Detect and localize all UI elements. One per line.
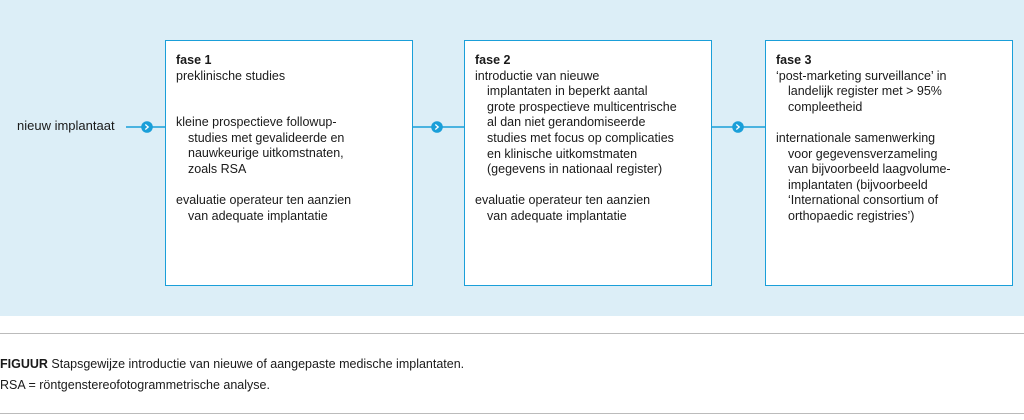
- caption-bottom-rule: [0, 413, 1024, 414]
- phase-line: compleetheid: [788, 99, 863, 114]
- phase-line: van adequate implantatie: [487, 208, 627, 223]
- phase-line: introductie van nieuwe: [475, 68, 600, 83]
- phase-block: [776, 69, 1002, 116]
- phase-line: al dan niet gerandomiseerde: [487, 115, 646, 130]
- phase-line: grote prospectieve multicentrische: [487, 99, 677, 114]
- phase-title: fase 3: [776, 53, 812, 67]
- phase-line: implantaten in beperkt aantal: [487, 84, 648, 99]
- phase-line: evaluatie operateur ten aanzien: [176, 193, 352, 208]
- phase-line: (gegevens in nationaal register): [487, 162, 663, 177]
- caption-text: Stapsgewijze introductie van nieuwe of aangepaste medische implantaten.: [47, 357, 465, 371]
- entry-label: nieuw implantaat: [17, 118, 115, 133]
- phase-block: [475, 69, 701, 178]
- phase-line: studies met gevalideerde en: [188, 130, 345, 145]
- phase-block: [176, 115, 402, 177]
- phase-line: van bijvoorbeeld laagvolume-: [788, 162, 951, 177]
- phase-line: evaluatie operateur ten aanzien: [475, 193, 651, 208]
- phase-line: internationale samenwerking: [776, 130, 936, 145]
- phase-block: [776, 131, 1002, 225]
- phase-line: implantaten (bijvoorbeeld: [788, 177, 928, 192]
- phase-line: studies met focus op complicaties: [487, 130, 674, 145]
- phase-line: en klinische uitkomstmaten: [487, 146, 638, 161]
- caption-title-line: [0, 354, 1010, 375]
- caption-top-rule: [0, 333, 1024, 334]
- phase-line: ‘International consortium of: [788, 193, 939, 208]
- phase-line: voor gegevensverzameling: [788, 146, 938, 161]
- phase-box-3: [765, 40, 1013, 286]
- phase-box-1: [165, 40, 413, 286]
- phase-line: van adequate implantatie: [188, 208, 328, 223]
- phase-line: landelijk register met > 95%: [788, 84, 942, 99]
- phase-line: nauwkeurige uitkomstnaten,: [188, 146, 344, 161]
- chevron-right-circle-icon: [431, 121, 443, 133]
- phase-line: ‘post-marketing surveillance’ in: [776, 68, 947, 83]
- caption-label: FIGUUR: [0, 357, 48, 371]
- caption-note: RSA = röntgenstereofotogrammetrische analyse.: [0, 378, 270, 392]
- phase-title: fase 1: [176, 53, 212, 67]
- phase-line: orthopaedic registries’): [788, 208, 915, 223]
- phase-block: [475, 193, 701, 224]
- chevron-right-circle-icon: [141, 121, 153, 133]
- phase-block: [176, 69, 402, 85]
- phase-title: fase 2: [475, 53, 511, 67]
- figure-caption: [0, 354, 1010, 396]
- phase-line: zoals RSA: [188, 161, 247, 176]
- phase-line: preklinische studies: [176, 68, 286, 83]
- phase-box-2: [464, 40, 712, 286]
- phase-block: [176, 193, 402, 224]
- chevron-right-circle-icon: [732, 121, 744, 133]
- phase-line: kleine prospectieve followup-: [176, 115, 337, 130]
